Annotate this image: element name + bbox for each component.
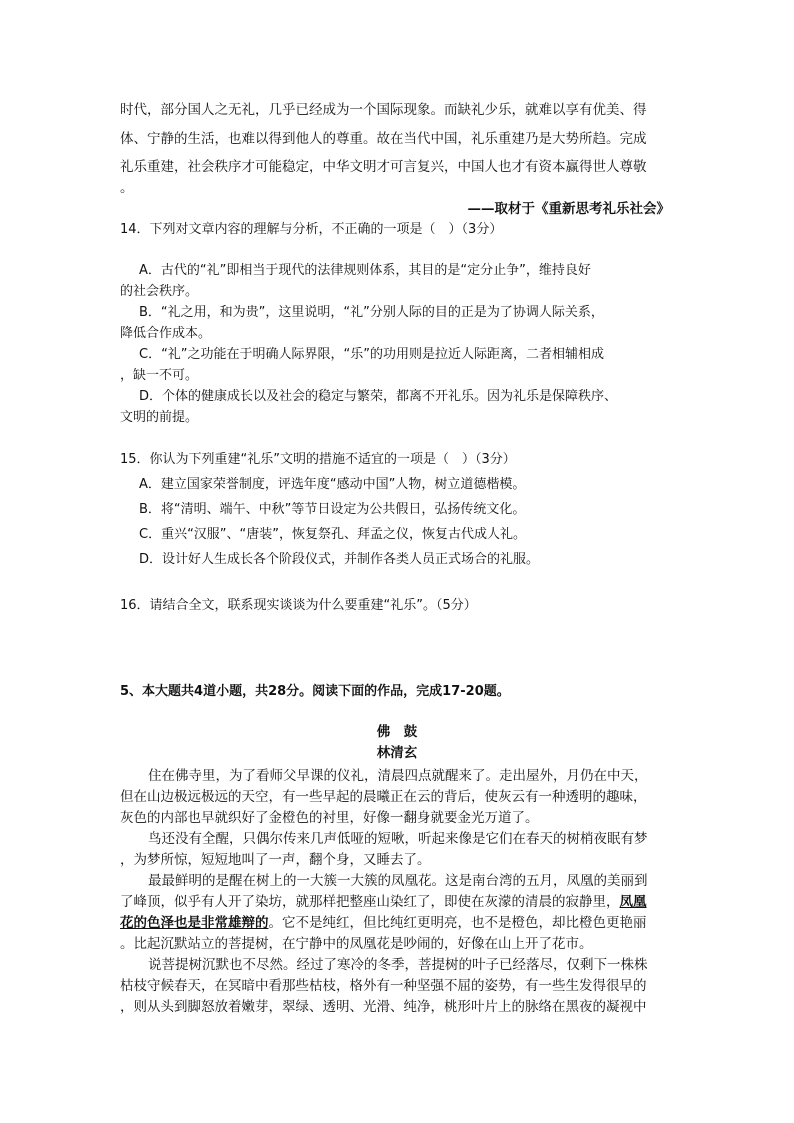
essay-title: 佛 鼓 bbox=[376, 724, 418, 740]
q14-option-a-line2: 的社会秩序。 bbox=[120, 284, 199, 299]
essay-p3-line4: 。比起沉默站立的菩提树，在宁静中的凤凰花是吵闹的，好像在山上开了花市。 bbox=[120, 936, 593, 952]
intro-line-1: 时代，部分国人之无礼，几乎已经成为一个国际现象。而缺礼少乐，就难以享有优美、得 bbox=[120, 102, 647, 118]
essay-p1-line3: 灰色的内部也早就织好了金橙色的衬里，好像一翻身就要金光万道了。 bbox=[120, 810, 539, 826]
q16-stem: 16．请结合全文，联系现实谈谈为什么要重建“礼乐”。（5分） bbox=[120, 598, 477, 613]
q14-option-b-line2: 降低合作成本。 bbox=[120, 326, 212, 341]
intro-line-4: 。 bbox=[120, 180, 134, 196]
essay-p3-line3-text: 。它不是纯红，但比纯红更明亮，也不是橙色，却比橙色更艳丽 bbox=[268, 915, 647, 931]
essay-p3-line1: 最最鲜明的是醒在树上的一大簇一大簇的凤凰花。这是南台湾的五月，凤凰的美丽到 bbox=[148, 873, 648, 889]
q15-option-d: D．设计好人生成长各个阶段仪式，并制作各类人员正式场合的礼服。 bbox=[139, 552, 540, 567]
q15-stem: 15．你认为下列重建“礼乐”文明的措施不适宜的一项是（ ）（3分） bbox=[120, 452, 516, 467]
q14-option-b-line1: B．“礼之用，和为贵”，这里说明，“礼”分别人际的目的正是为了协调人际关系， bbox=[139, 305, 604, 320]
essay-p4-line1: 说菩提树沉默也不尽然。经过了寒冷的冬季，菩提树的叶子已经落尽，仅剩下一株株 bbox=[148, 957, 648, 973]
q14-stem: 14．下列对文章内容的理解与分析，不正确的一项是（ ）（3分） bbox=[120, 222, 503, 237]
q15-option-a: A．建立国家荣誉制度，评选年度“感动中国”人物，树立道德楷模。 bbox=[139, 477, 526, 492]
q14-option-c-line2: ，缺一不可。 bbox=[120, 368, 199, 383]
q14-option-d-line2: 文明的前提。 bbox=[120, 410, 199, 425]
essay-underlined-phrase-end: 花的色泽也是非常雄辩的 bbox=[120, 915, 269, 931]
q14-option-a-line1: A．古代的“礼”即相当于现代的法律规则体系，其目的是“定分止争”，维持良好 bbox=[139, 263, 591, 278]
q14-option-d-line1: D．个体的健康成长以及社会的稳定与繁荣，都离不开礼乐。因为礼乐是保障秩序、 bbox=[139, 389, 618, 404]
essay-author: 林清玄 bbox=[376, 745, 418, 761]
essay-p1-line1: 住在佛寺里，为了看师父早课的仪礼，清晨四点就醒来了。走出屋外，月仍在中天， bbox=[148, 768, 648, 784]
essay-p3-line2-text: 了峰顶，似乎有人开了染坊，就那样把整座山染红了，即使在灰濛的清晨的寂静里， bbox=[120, 894, 620, 910]
essay-p1-line2: 但在山边极远极远的天空，有一些早起的晨曦正在云的背后，使灰云有一种透明的趣味， bbox=[120, 789, 647, 805]
essay-p3-line3 bbox=[120, 913, 647, 933]
q14-option-c-line1: C．“礼”之功能在于明确人际界限，“乐”的功用则是拉近人际距离，二者相辅相成 bbox=[139, 347, 605, 362]
essay-p2-line1: 鸟还没有全醒，只偶尔传来几声低哑的短啾，听起来像是它们在春天的树梢夜眠有梦 bbox=[148, 831, 648, 847]
essay-p2-line2: ，为梦所惊，短短地叫了一声，翻个身，又睡去了。 bbox=[120, 852, 431, 868]
source-attribution: ——取材于《重新思考礼乐社会》 bbox=[467, 201, 670, 217]
essay-underlined-phrase-start: 凤凰 bbox=[619, 894, 647, 910]
essay-p4-line2: 枯枝守候春天，在冥暗中看那些枯枝，格外有一种坚强不屈的姿势，有一些生发得很早的 bbox=[120, 978, 647, 994]
intro-line-2: 体、宁静的生活，也难以得到他人的尊重。故在当代中国，礼乐重建乃是大势所趋。完成 bbox=[120, 131, 647, 147]
section5-heading: 5、本大题共4道小题，共28分。阅读下面的作品，完成17-20题。 bbox=[120, 684, 510, 699]
intro-line-3: 礼乐重建，社会秩序才可能稳定，中华文明才可言复兴，中国人也才有资本赢得世人尊敬 bbox=[120, 159, 647, 175]
essay-p4-line3: ，则从头到脚怒放着嫩芽，翠绿、透明、光滑、纯净，桃形叶片上的脉络在黑夜的凝视中 bbox=[120, 999, 647, 1015]
essay-p3-line2 bbox=[120, 892, 647, 912]
q15-option-b: B．将“清明、端午、中秋”等节日设定为公共假日，弘扬传统文化。 bbox=[139, 502, 526, 517]
q15-option-c: C．重兴“汉服”、“唐装”，恢复祭孔、拜孟之仪，恢复古代成人礼。 bbox=[139, 527, 527, 542]
